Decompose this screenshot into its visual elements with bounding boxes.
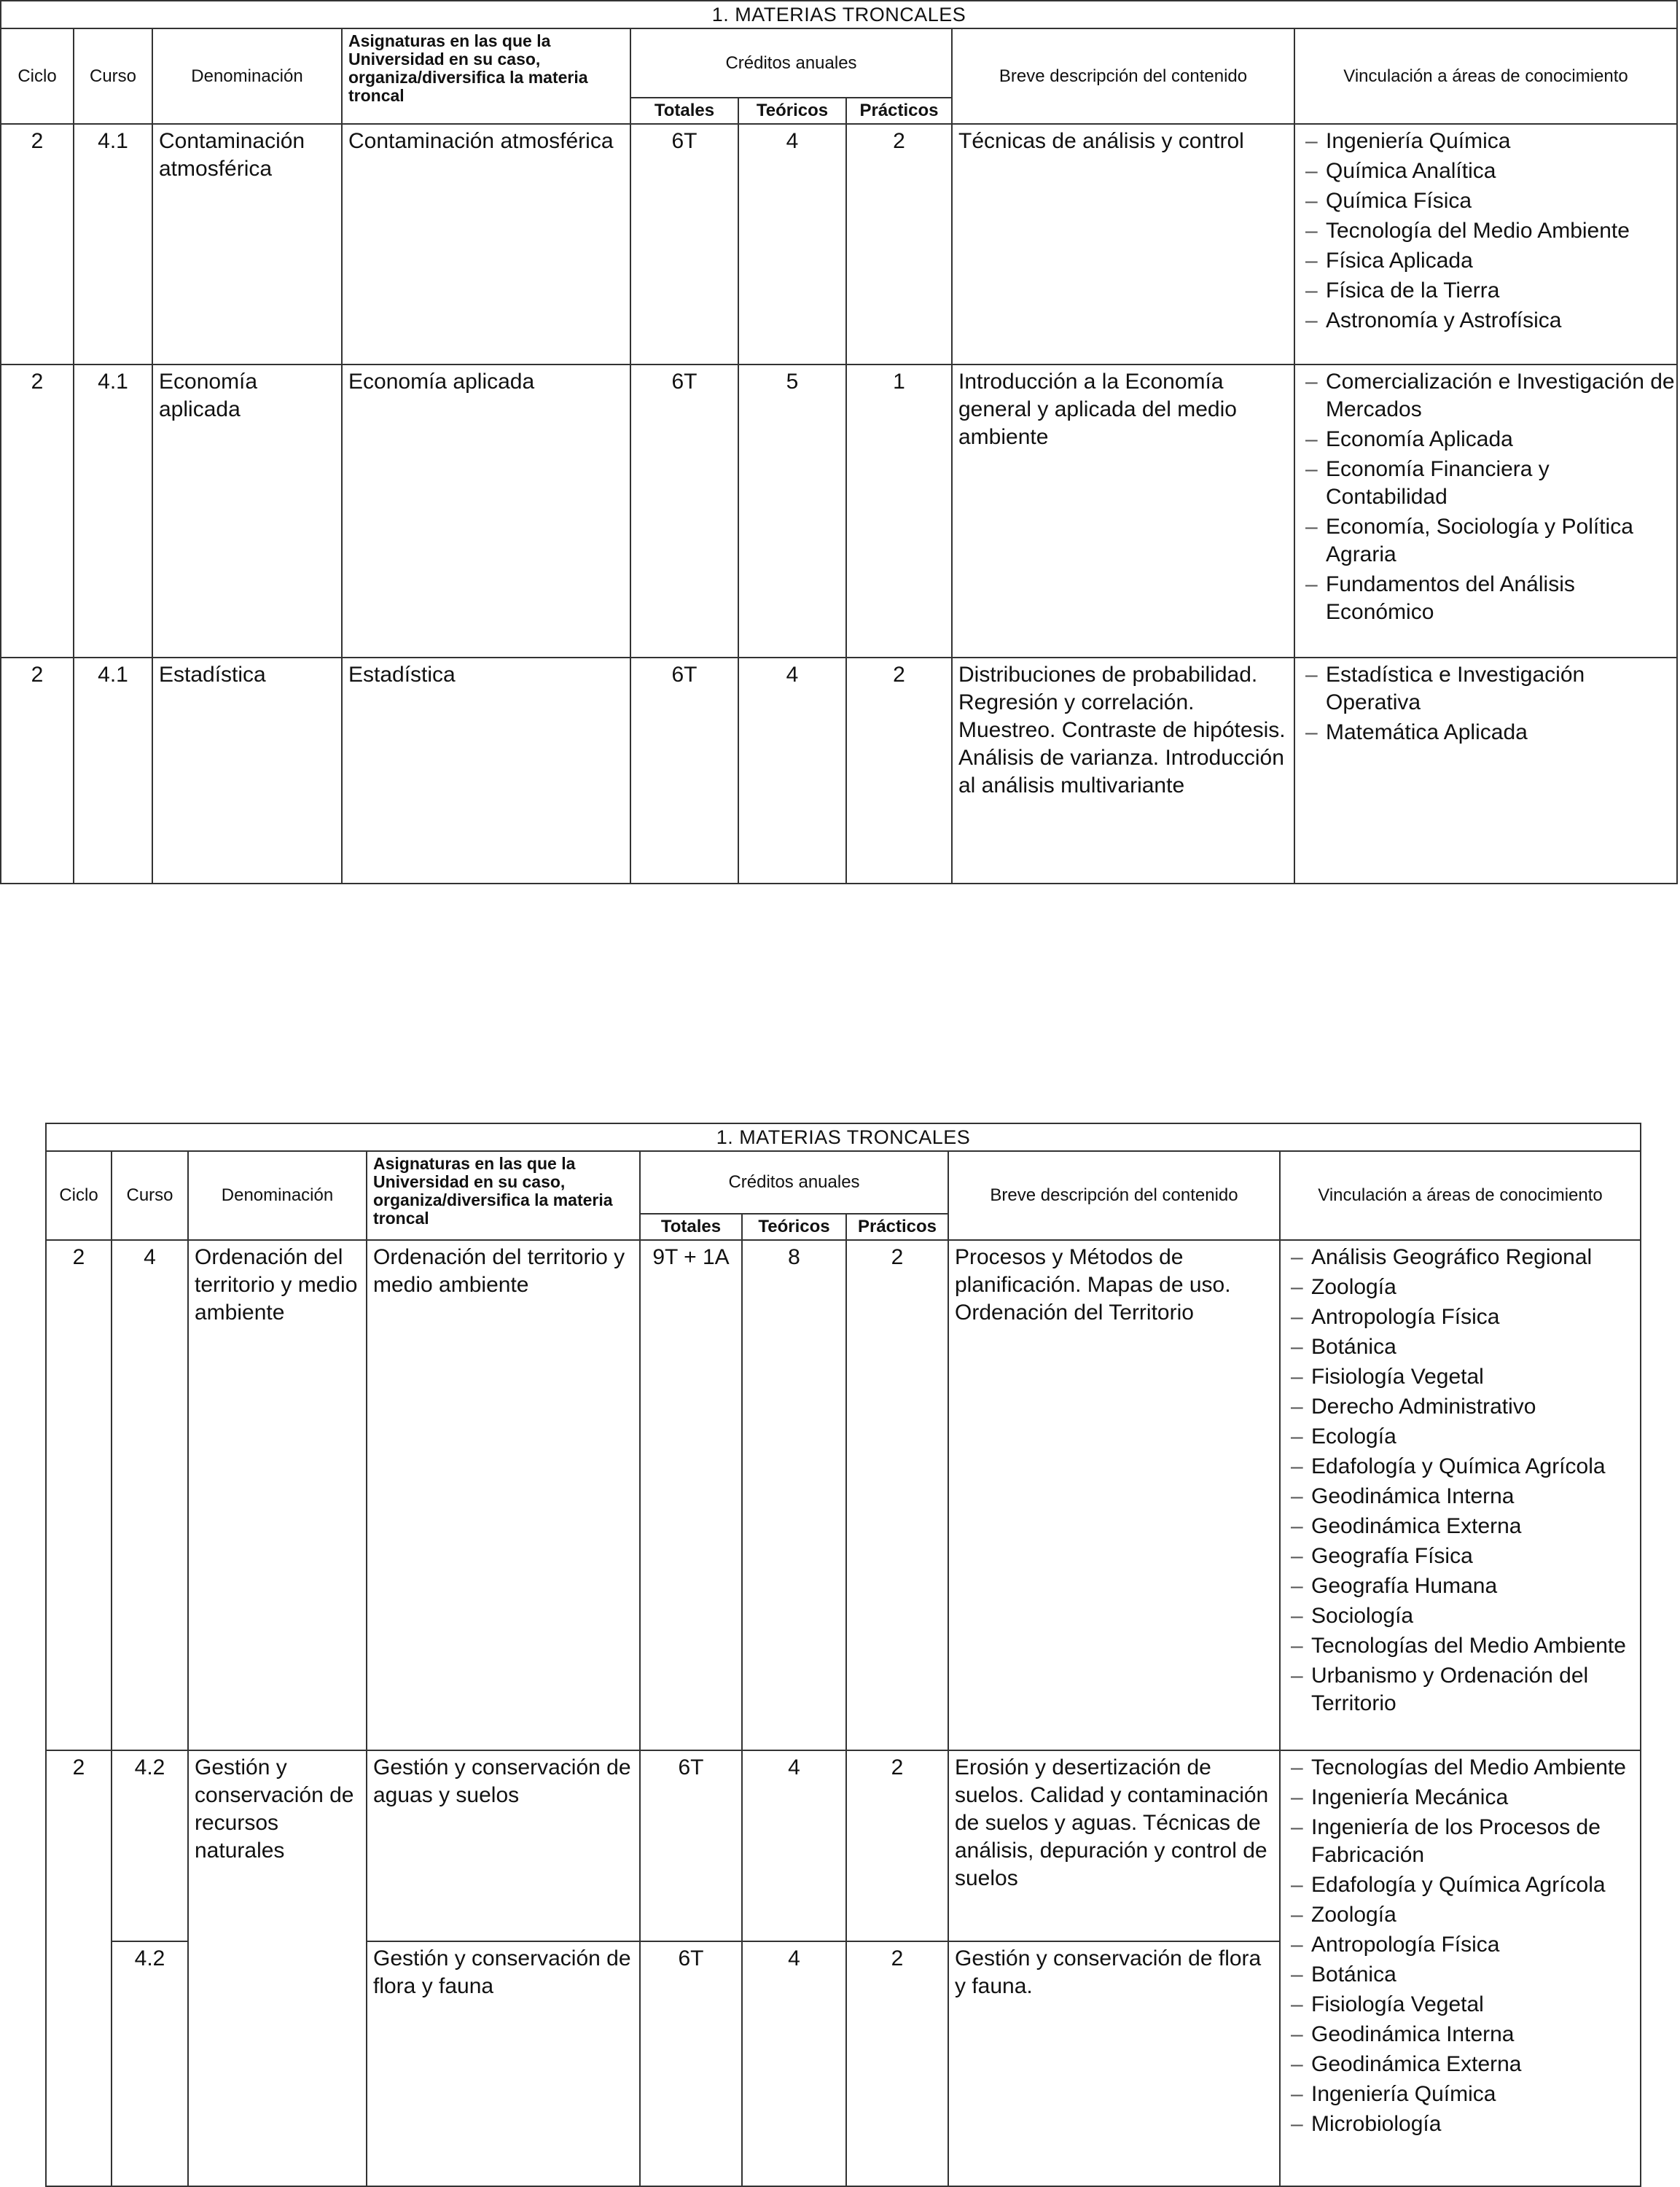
denominacion-cell: Contaminación atmosférica — [152, 124, 342, 364]
header-curso: Curso — [112, 1151, 188, 1240]
list-item: – Fisiología Vegetal — [1291, 1363, 1638, 1391]
table-row — [1, 124, 1677, 364]
list-item: – Geografía Humana — [1291, 1572, 1638, 1600]
header-ciclo: Ciclo — [46, 1151, 112, 1240]
descripcion-cell: Distribuciones de probabilidad. Regresión y correlación. Muestreo. Contraste de hipótesis. Análisis de varianza. Introducción al análisis multivariante — [952, 658, 1294, 884]
list-item: – Economía, Sociología y Política Agraria — [1305, 513, 1675, 569]
list-item: – Astronomía y Astrofísica — [1305, 307, 1675, 335]
descripcion-cell: Introducción a la Economía general y aplicada del medio ambiente — [952, 364, 1294, 658]
list-item: – Ingeniería Química — [1305, 128, 1675, 155]
list-item: – Derecho Administrativo — [1291, 1393, 1638, 1421]
asignatura-cell: Gestión y conservación de aguas y suelos — [367, 1750, 640, 1941]
list-item: – Zoología — [1291, 1901, 1638, 1929]
header-vinculacion: Vinculación a áreas de conocimiento — [1294, 28, 1677, 124]
areas-cell — [1294, 124, 1677, 364]
areas-cell — [1294, 364, 1677, 658]
header-totales: Totales — [630, 98, 738, 124]
curso-cell: 4 — [112, 1240, 188, 1750]
ciclo-cell: 2 — [46, 1240, 112, 1750]
areas-list — [1281, 1241, 1640, 1718]
practicos-cell: 2 — [846, 658, 952, 884]
denominacion-cell: Ordenación del territorio y medio ambiente — [188, 1240, 367, 1750]
list-item: – Física Aplicada — [1305, 247, 1675, 275]
curso-cell: 4.1 — [74, 364, 152, 658]
areas-cell — [1280, 1240, 1641, 1750]
descripcion-cell: Erosión y desertización de suelos. Calidad y contaminación de suelos y aguas. Técnicas de análisis, depuración y control de suelos — [948, 1750, 1280, 1941]
list-item: – Matemática Aplicada — [1305, 719, 1675, 746]
header-descripcion: Breve descripción del contenido — [948, 1151, 1280, 1240]
list-item: – Antropología Física — [1291, 1931, 1638, 1959]
practicos-cell: 2 — [846, 1941, 948, 2186]
ciclo-cell: 2 — [1, 658, 74, 884]
header-teoricos: Teóricos — [738, 98, 846, 124]
list-item: – Tecnologías del Medio Ambiente — [1291, 1754, 1638, 1782]
totales-cell: 6T — [640, 1750, 742, 1941]
list-item: – Antropología Física — [1291, 1303, 1638, 1331]
list-item: – Fundamentos del Análisis Económico — [1305, 571, 1675, 626]
table-title: 1. MATERIAS TRONCALES — [46, 1123, 1641, 1151]
teoricos-cell: 4 — [742, 1941, 846, 2186]
areas-list — [1295, 658, 1676, 746]
list-item: – Estadística e Investigación Operativa — [1305, 661, 1675, 717]
materias-troncales-table-2 — [45, 1123, 1641, 2187]
curso-cell: 4.2 — [112, 1941, 188, 2186]
list-item: – Tecnología del Medio Ambiente — [1305, 217, 1675, 245]
teoricos-cell: 8 — [742, 1240, 846, 1750]
list-item: – Sociología — [1291, 1602, 1638, 1630]
table-row — [1, 364, 1677, 658]
list-item: – Edafología y Química Agrícola — [1291, 1453, 1638, 1481]
list-item: – Microbiología — [1291, 2110, 1638, 2138]
header-asignaturas: Asignaturas en las que la Universidad en su caso, organiza/diversifica la materia troncal — [342, 28, 630, 124]
list-item: – Fisiología Vegetal — [1291, 1991, 1638, 2019]
list-item: – Comercialización e Investigación de Mercados — [1305, 368, 1675, 424]
teoricos-cell: 5 — [738, 364, 846, 658]
list-item: – Análisis Geográfico Regional — [1291, 1244, 1638, 1271]
areas-cell — [1280, 1750, 1641, 2186]
materias-troncales-table-1 — [0, 0, 1678, 884]
table-row — [46, 1750, 1641, 1941]
list-item: – Economía Financiera y Contabilidad — [1305, 456, 1675, 511]
table-title: 1. MATERIAS TRONCALES — [1, 1, 1677, 28]
header-curso: Curso — [74, 28, 152, 124]
header-practicos: Prácticos — [846, 98, 952, 124]
denominacion-cell: Economía aplicada — [152, 364, 342, 658]
header-creditos: Créditos anuales — [630, 28, 952, 98]
descripcion-cell: Procesos y Métodos de planificación. Mapas de uso. Ordenación del Territorio — [948, 1240, 1280, 1750]
table-row — [46, 1240, 1641, 1750]
list-item: – Geografía Física — [1291, 1543, 1638, 1570]
list-item: – Ingeniería Química — [1291, 2081, 1638, 2108]
totales-cell: 6T — [630, 364, 738, 658]
header-denominacion: Denominación — [188, 1151, 367, 1240]
header-ciclo: Ciclo — [1, 28, 74, 124]
teoricos-cell: 4 — [738, 124, 846, 364]
list-item: – Ecología — [1291, 1423, 1638, 1451]
teoricos-cell: 4 — [738, 658, 846, 884]
ciclo-cell: 2 — [1, 124, 74, 364]
list-item: – Ingeniería Mecánica — [1291, 1784, 1638, 1812]
denominacion-cell: Gestión y conservación de recursos naturales — [188, 1750, 367, 2186]
list-item: – Ingeniería de los Procesos de Fabricación — [1291, 1814, 1638, 1869]
list-item: – Geodinámica Externa — [1291, 1513, 1638, 1540]
practicos-cell: 2 — [846, 1750, 948, 1941]
ciclo-cell: 2 — [46, 1750, 112, 2186]
practicos-cell: 2 — [846, 1240, 948, 1750]
descripcion-cell: Técnicas de análisis y control — [952, 124, 1294, 364]
practicos-cell: 2 — [846, 124, 952, 364]
list-item: – Economía Aplicada — [1305, 426, 1675, 453]
header-practicos: Prácticos — [846, 1214, 948, 1240]
ciclo-cell: 2 — [1, 364, 74, 658]
descripcion-cell: Gestión y conservación de flora y fauna. — [948, 1941, 1280, 2186]
asignatura-cell: Estadística — [342, 658, 630, 884]
header-denominacion: Denominación — [152, 28, 342, 124]
header-descripcion: Breve descripción del contenido — [952, 28, 1294, 124]
areas-list — [1295, 125, 1676, 335]
asignatura-cell: Ordenación del territorio y medio ambiente — [367, 1240, 640, 1750]
header-teoricos: Teóricos — [742, 1214, 846, 1240]
asignatura-cell: Gestión y conservación de flora y fauna — [367, 1941, 640, 2186]
header-vinculacion: Vinculación a áreas de conocimiento — [1280, 1151, 1641, 1240]
totales-cell: 6T — [630, 658, 738, 884]
list-item: – Botánica — [1291, 1961, 1638, 1989]
areas-list — [1295, 365, 1676, 626]
curso-cell: 4.1 — [74, 124, 152, 364]
list-item: – Zoología — [1291, 1274, 1638, 1301]
list-item: – Geodinámica Interna — [1291, 2021, 1638, 2048]
totales-cell: 9T + 1A — [640, 1240, 742, 1750]
header-asignaturas: Asignaturas en las que la Universidad en su caso, organiza/diversifica la materia troncal — [367, 1151, 640, 1240]
curso-cell: 4.1 — [74, 658, 152, 884]
areas-cell — [1294, 658, 1677, 884]
asignatura-cell: Contaminación atmosférica — [342, 124, 630, 364]
teoricos-cell: 4 — [742, 1750, 846, 1941]
list-item: – Química Analítica — [1305, 157, 1675, 185]
list-item: – Física de la Tierra — [1305, 277, 1675, 305]
list-item: – Tecnologías del Medio Ambiente — [1291, 1632, 1638, 1660]
curso-cell: 4.2 — [112, 1750, 188, 1941]
header-totales: Totales — [640, 1214, 742, 1240]
table-row — [1, 658, 1677, 884]
list-item: – Geodinámica Externa — [1291, 2051, 1638, 2078]
totales-cell: 6T — [630, 124, 738, 364]
list-item: – Botánica — [1291, 1333, 1638, 1361]
areas-list — [1281, 1751, 1640, 2138]
list-item: – Geodinámica Interna — [1291, 1483, 1638, 1510]
list-item: – Química Física — [1305, 187, 1675, 215]
list-item: – Edafología y Química Agrícola — [1291, 1871, 1638, 1899]
list-item: – Urbanismo y Ordenación del Territorio — [1291, 1662, 1638, 1718]
totales-cell: 6T — [640, 1941, 742, 2186]
header-creditos: Créditos anuales — [640, 1151, 948, 1214]
denominacion-cell: Estadística — [152, 658, 342, 884]
practicos-cell: 1 — [846, 364, 952, 658]
asignatura-cell: Economía aplicada — [342, 364, 630, 658]
